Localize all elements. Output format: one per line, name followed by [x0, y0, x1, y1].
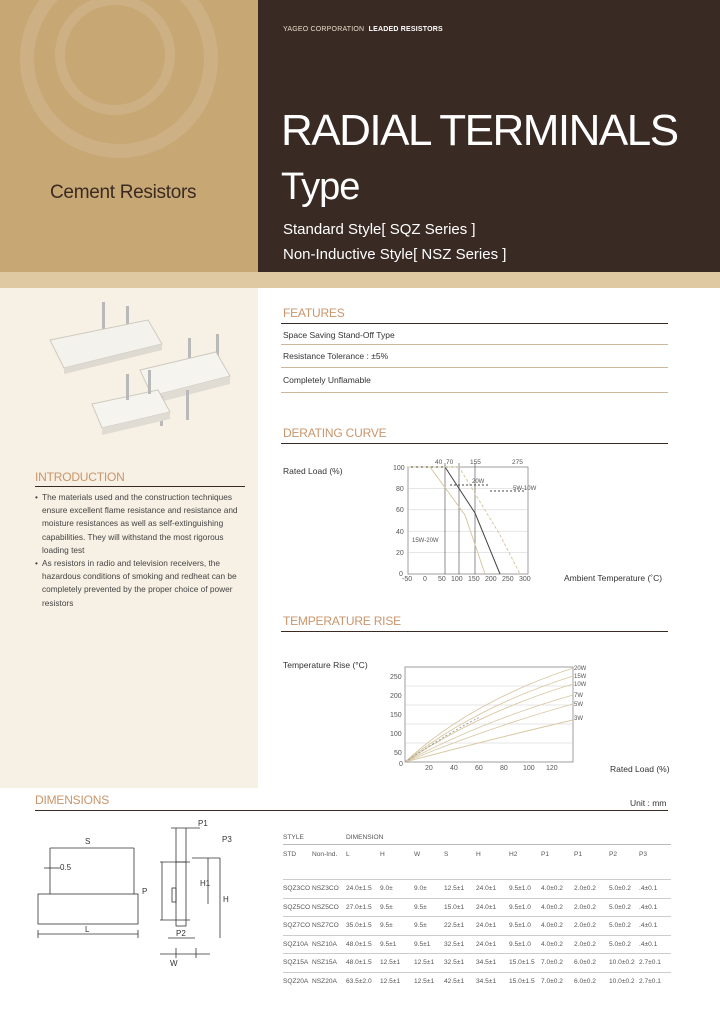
feature-item: Space Saving Stand-Off Type: [283, 330, 395, 340]
table-cell: 5.0±0.2: [609, 898, 639, 917]
derating-curves: [408, 467, 525, 574]
table-cell: 9.5±1.0: [509, 880, 541, 899]
table-header-cell: L: [346, 845, 380, 880]
table-header-cell: H: [380, 845, 414, 880]
table-cell: 2.0±0.2: [574, 917, 609, 936]
table-cell: NSZ20A: [312, 972, 346, 990]
table-cell: 7.0±0.2: [541, 954, 574, 973]
table-cell: .4±0.1: [639, 880, 671, 899]
page-title: RADIAL TERMINALS: [281, 106, 678, 155]
x-tick: 100: [523, 765, 535, 772]
table-cell: 10.0±0.2: [609, 954, 639, 973]
table-row: [283, 880, 671, 899]
table-cell: 32.5±1: [444, 935, 476, 954]
table-cell: 7.0±0.2: [541, 972, 574, 990]
derating-vlines: [445, 463, 475, 574]
temp-rise-xlabel: Rated Load (%): [610, 764, 670, 774]
header-dimension: DIMENSION: [346, 833, 384, 841]
table-cell: 12.5±1: [414, 954, 444, 973]
temp-rise-chart: [380, 662, 600, 774]
x-tick: 250: [502, 576, 514, 583]
table-cell: 24.0±1.5: [346, 880, 380, 899]
table-cell: SQZ15A: [283, 954, 312, 973]
x-tick: 300: [519, 576, 531, 583]
x-tick: 150: [468, 576, 480, 583]
table-cell: 9.5±1.0: [509, 935, 541, 954]
x-tick: 50: [438, 576, 446, 583]
table-header-cell: P1: [574, 845, 609, 880]
series-label: 7W: [574, 693, 583, 699]
table-cell: 6.0±0.2: [574, 972, 609, 990]
feature-item: Resistance Tolerance : ±5%: [283, 351, 389, 361]
table-cell: 4.0±0.2: [541, 935, 574, 954]
series-label: 5W: [574, 702, 583, 708]
dimension-drawing: [30, 818, 250, 968]
top-tick: 155: [470, 459, 481, 466]
table-cell: NSZ7CO: [312, 917, 346, 936]
table-cell: SQZ10A: [283, 935, 312, 954]
table-cell: 63.5±2.0: [346, 972, 380, 990]
table-cell: 34.5±1: [476, 954, 509, 973]
table-row: [283, 935, 671, 954]
table-cell: NSZ3CO: [312, 880, 346, 899]
table-header-cell: S: [444, 845, 476, 880]
table-header-cell: H2: [509, 845, 541, 880]
dimension-table: [283, 830, 671, 990]
series-label: 3W: [574, 716, 583, 722]
series-label: 5W-10W: [513, 486, 537, 492]
table-cell: 12.5±1: [380, 972, 414, 990]
y-tick: 50: [394, 750, 402, 757]
table-cell: 35.0±1.5: [346, 917, 380, 936]
table-cell: 9.5±: [414, 898, 444, 917]
feature-divider: [281, 344, 668, 345]
table-cell: 15.0±1.5: [509, 954, 541, 973]
table-cell: NSZ15A: [312, 954, 346, 973]
derating-top-ticks: [435, 459, 523, 466]
table-header-cell: H: [476, 845, 509, 880]
y-tick: 150: [390, 712, 402, 719]
derating-plot-frame: [408, 467, 528, 574]
table-cell: NSZ5CO: [312, 898, 346, 917]
table-cell: 32.5±1: [444, 954, 476, 973]
dimensions-rule: [35, 810, 668, 811]
table-cell: 5.0±0.2: [609, 917, 639, 936]
style-non-inductive: Non-Inductive Style[ NSZ Series ]: [283, 246, 507, 263]
top-tick: 70: [446, 459, 454, 466]
x-tick: 60: [475, 765, 483, 772]
x-tick: 200: [485, 576, 497, 583]
table-cell: 9.5±: [380, 898, 414, 917]
table-cell: 12.5±1: [444, 880, 476, 899]
table-header-row: [283, 830, 671, 845]
y-tick: 20: [396, 550, 404, 557]
series-label: 10W: [574, 682, 587, 688]
series-label: 20W: [472, 479, 485, 485]
table-cell: 5.0±0.2: [609, 935, 639, 954]
style-standard: Standard Style[ SQZ Series ]: [283, 221, 476, 238]
table-cell: 2.7±0.1: [639, 972, 671, 990]
derating-x-ticks: [402, 576, 531, 583]
table-cell: 9.5±: [414, 917, 444, 936]
dimensions-title: DIMENSIONS: [35, 793, 110, 807]
series-label: 20W: [574, 666, 587, 672]
table-row: [283, 954, 671, 973]
derating-chart: [390, 455, 550, 585]
temp-rise-x-ticks: [425, 765, 558, 772]
temp-rise-title: TEMPERATURE RISE: [283, 614, 401, 628]
table-header-cell: STD: [283, 845, 312, 880]
series-label: 15W-20W: [412, 538, 439, 544]
label-S: S: [85, 837, 91, 846]
temp-rise-ylabel: Temperature Rise (°C): [283, 660, 368, 670]
table-body: [283, 880, 671, 991]
y-tick: 100: [393, 465, 405, 472]
category-title: Cement Resistors: [50, 182, 197, 203]
feature-divider: [281, 367, 668, 368]
derating-y-ticks: [393, 465, 405, 578]
label-P3: P3: [222, 835, 232, 844]
table-cell: 2.0±0.2: [574, 898, 609, 917]
y-tick: 0: [399, 571, 403, 578]
watermark-ring: [55, 0, 175, 115]
x-tick: 80: [500, 765, 508, 772]
introduction-item: • The materials used and the construction techniques ensure excellent flame resistance and resistance and moisture resistances as well as self-extinguishing capabilities. They will withstand the most rigorous loading test: [35, 491, 245, 557]
table-cell: 9.5±1.0: [509, 898, 541, 917]
drawing-labels: [60, 819, 232, 968]
temp-rise-curves: [405, 668, 573, 762]
label-H: H: [223, 895, 229, 904]
resistor-image-1: [50, 302, 162, 374]
header-gold-panel: [0, 0, 258, 272]
page-title-type: Type: [281, 166, 360, 208]
y-tick: 60: [396, 507, 404, 514]
table-cell: 9.0±: [380, 880, 414, 899]
derating-ylabel: Rated Load (%): [283, 466, 343, 476]
table-cell: 4.0±0.2: [541, 917, 574, 936]
feature-divider: [281, 392, 668, 393]
table-cell: 9.5±1: [380, 935, 414, 954]
table-cell: SQZ20A: [283, 972, 312, 990]
top-tick: 275: [512, 459, 523, 466]
x-tick: 0: [423, 576, 427, 583]
feature-item: Completely Unflamable: [283, 375, 371, 385]
table-cell: .4±0.1: [639, 935, 671, 954]
label-P1: P1: [198, 819, 208, 828]
x-tick: 20: [425, 765, 433, 772]
table-cell: 24.0±1: [476, 917, 509, 936]
top-tick: 40: [435, 459, 443, 466]
table-cell: 42.5±1: [444, 972, 476, 990]
table-cell: 27.0±1.5: [346, 898, 380, 917]
table-cell: 6.0±0.2: [574, 954, 609, 973]
table-cell: 24.0±1: [476, 935, 509, 954]
table-cell: .4±0.1: [639, 917, 671, 936]
table-cell: SQZ5CO: [283, 898, 312, 917]
table-subheader-row: [283, 845, 671, 880]
derating-xlabel: Ambient Temperature (˚C): [564, 573, 663, 583]
y-tick: 40: [396, 529, 404, 536]
table-cell: 9.0±: [414, 880, 444, 899]
table-cell: 15.0±1: [444, 898, 476, 917]
table-cell: 34.5±1: [476, 972, 509, 990]
table-cell: 4.0±0.2: [541, 880, 574, 899]
x-tick: 120: [546, 765, 558, 772]
table-cell: 9.5±1.0: [509, 917, 541, 936]
table-cell: SQZ3CO: [283, 880, 312, 899]
table-cell: 12.5±1: [414, 972, 444, 990]
label-L: L: [85, 925, 90, 934]
corp-line: [283, 26, 443, 33]
label-H1: H1: [200, 879, 211, 888]
y-tick: 250: [390, 674, 402, 681]
derating-rule: [281, 443, 668, 444]
table-row: [283, 898, 671, 917]
table-cell: SQZ7CO: [283, 917, 312, 936]
derating-title: DERATING CURVE: [283, 426, 387, 440]
table-header-cell: P1: [541, 845, 574, 880]
table-cell: 10.0±0.2: [609, 972, 639, 990]
label-lead: 0.5: [60, 863, 72, 872]
table-cell: 48.0±1.5: [346, 935, 380, 954]
temp-rise-grid: [405, 686, 573, 743]
product-photo: [40, 298, 250, 448]
features-title: FEATURES: [283, 306, 345, 320]
table-cell: 2.7±0.1: [639, 954, 671, 973]
table-cell: .4±0.1: [639, 898, 671, 917]
drawing-lines: [38, 828, 220, 958]
header-divider-strip: [0, 272, 720, 288]
table-header-cell: P2: [609, 845, 639, 880]
label-W: W: [170, 959, 178, 968]
x-tick: 100: [451, 576, 463, 583]
drawing-body: [38, 894, 138, 924]
table-row: [283, 917, 671, 936]
table-cell: 9.5±1: [414, 935, 444, 954]
table-cell: 9.5±: [380, 917, 414, 936]
temp-rise-y-ticks: [390, 674, 403, 768]
introduction-item: • As resistors in radio and television receivers, the hazardous conditions of smoking and redheat can be completely prevented by the proper choice of power resistors: [35, 557, 245, 610]
y-tick: 0: [399, 761, 403, 768]
table-cell: 24.0±1: [476, 898, 509, 917]
table-cell: 15.0±1.5: [509, 972, 541, 990]
temp-rise-plot-frame: [405, 667, 573, 762]
table-cell: 24.0±1: [476, 880, 509, 899]
y-tick: 80: [396, 486, 404, 493]
temp-rise-rule: [281, 631, 668, 632]
introduction-title: INTRODUCTION: [35, 470, 125, 484]
x-tick: -50: [402, 576, 413, 583]
label-P2: P2: [176, 929, 186, 938]
table-cell: 2.0±0.2: [574, 880, 609, 899]
table-cell: 4.0±0.2: [541, 898, 574, 917]
table-cell: 48.0±1.5: [346, 954, 380, 973]
table-cell: 12.5±1: [380, 954, 414, 973]
y-tick: 200: [390, 693, 402, 700]
x-tick: 40: [450, 765, 458, 772]
table-header-cell: W: [414, 845, 444, 880]
header-style: STYLE: [283, 833, 304, 841]
corp-name: YAGEO CORPORATION: [283, 26, 365, 33]
table-row: [283, 972, 671, 990]
temp-rise-series-labels: [574, 666, 587, 722]
series-label: 15W: [574, 674, 587, 680]
corp-section: LEADED RESISTORS: [368, 26, 443, 33]
introduction-rule: [35, 486, 245, 487]
y-tick: 100: [390, 731, 402, 738]
features-rule: [281, 323, 668, 324]
table-cell: 22.5±1: [444, 917, 476, 936]
label-P: P: [142, 887, 148, 896]
table-cell: NSZ10A: [312, 935, 346, 954]
table-header-cell: Non-Ind.: [312, 845, 346, 880]
table-cell: 2.0±0.2: [574, 935, 609, 954]
table-cell: 5.0±0.2: [609, 880, 639, 899]
introduction-list: [35, 491, 245, 610]
table-header-cell: P3: [639, 845, 671, 880]
unit-label: Unit : mm: [630, 798, 667, 808]
